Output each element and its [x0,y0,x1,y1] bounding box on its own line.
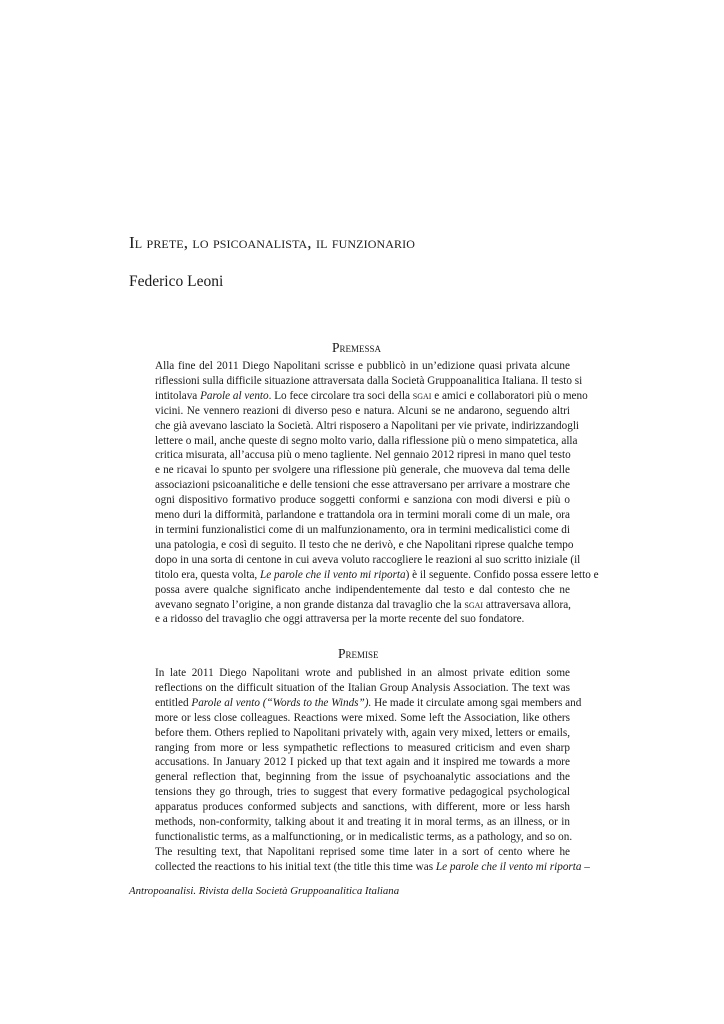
text-segment: The resulting text, that Napolitani reprised some time later in a sort of cento where he [155,845,570,858]
text-segment: collected the reactions to his initial text (the title this time was [155,860,436,873]
text-segment: – [581,860,590,873]
text-segment: una patologia, e così di seguito. Il testo che ne derivò, e che Napolitani riprese qualche tempo [155,538,574,551]
text-segment: riflessioni sulla difficile situazione attraversata dalla Società Gruppoanalitica Italiana. Il testo si [155,374,583,387]
text-line [155,463,570,478]
text-line [155,508,570,523]
text-line [155,404,570,419]
text-line [155,860,590,875]
text-line [155,711,570,726]
text-segment: ogni dispositivo formativo produce soggetti conformi e sanziona con modi diversi e più o [155,494,570,507]
text-segment: vicini. Ne vennero reazioni di diverso peso e natura. Alcuni se ne andarono, seguendo altri [155,404,570,417]
text-segment: attraversava allora, [483,598,571,611]
author-name: Federico Leoni [129,273,224,290]
text-segment: e ne ricavai lo spunto per svolgere una riflessione più generale, che muoveva dal tema delle [155,464,570,477]
text-line [155,568,599,583]
text-line [155,359,570,374]
text-line [155,770,570,785]
text-line [155,830,573,845]
text-line [155,448,570,463]
text-segment: before them. Others replied to Napolitani privately with, again very mixed, letters or emails, [155,726,570,739]
text-segment: tensions they go through, tries to suggest that every formative pedagogical psychological [155,786,570,799]
text-segment: Parole al vento (“Words to the Winds”). [191,696,372,709]
section-heading-premessa: Premessa [332,340,382,355]
text-line [155,523,570,538]
text-segment: e amici e collaboratori più o meno [431,389,588,402]
text-segment: intitolava [155,389,201,402]
text-segment: e a ridosso del travaglio che oggi attraversa per la morte recente del suo fondatore. [155,613,525,626]
text-segment: Le parole che il vento mi riporta [435,860,582,873]
text-segment: accusations. In January 2012 I picked up that text again and it inspired me towards a more [155,756,570,769]
text-line [155,478,570,493]
text-line [155,741,570,756]
text-line [155,815,570,830]
text-line [155,493,570,508]
text-line [155,553,581,568]
journal-footer: Antropoanalisi. Rivista della Società Gruppoanalitica Italiana [129,885,400,897]
text-segment: sgai [412,389,432,402]
text-line [155,389,588,404]
text-line [155,419,580,434]
text-line [155,785,570,800]
text-segment: in termini funzionalistici come di un malfunzionamento, ora in termini medicalistici come di [155,523,570,536]
text-segment: entitled [155,696,192,709]
text-line [155,434,578,449]
text-segment: sgai [464,598,484,611]
text-segment: lettere o mail, anche queste di segno molto vario, dalla riflessione più o meno simpatetica, alla [155,434,578,447]
text-segment: dopo in una sorta di centone in cui aveva voluto raccogliere le reazioni al suo scritto iniziale (il [155,553,581,566]
text-line [155,696,582,711]
text-segment: apparatus produces conformed subjects and sanctions, with different, more or less harsh [155,801,570,814]
text-line [155,583,570,598]
text-segment: ranging from more or less sympathetic reflections to measured criticism and even sharp [155,741,570,754]
article-title: Il prete, lo psicoanalista, il funzionario [129,233,415,252]
text-segment: In late 2011 Diego Napolitani wrote and published in an almost private edition some [155,667,570,679]
text-segment: reflections on the difficult situation of the Italian Group Analysis Association. The text was [155,681,570,694]
text-segment: avevano segnato l’origine, a non grande distanza dal travaglio che la [155,598,465,611]
text-line [155,755,570,770]
text-segment: methods, non-conformity, talking about it and treating it in moral terms, as an illness, or in [155,816,570,829]
section-heading-premise: Premise [338,646,379,661]
text-line [155,726,570,741]
text-segment: Alla fine del 2011 Diego Napolitani scrisse e pubblicò in un’edizione quasi privata alcune [155,360,570,372]
text-segment: che già avevano lasciato la Società. Altri risposero a Napolitani per vie private, indirizzandogli [155,419,580,432]
text-line [155,612,570,627]
text-segment: general reflection that, beginning from the issue of psychoanalytic associations and the [155,771,570,784]
text-segment: Le parole che il vento mi riporta [260,568,406,581]
text-line [155,800,570,815]
text-segment: He made it circulate among sgai members and [371,696,582,709]
text-line [155,538,574,553]
text-segment: functionalistic terms, as a malfunctioning, or in medicalistic terms, as a pathology, and so on. [155,830,573,843]
text-line [155,374,583,389]
premessa-body [155,359,599,627]
text-segment: possa avere qualche significato anche indipendentemente dal testo e dal contesto che ne [155,583,570,596]
text-segment: more or less close colleagues. Reactions were mixed. Some left the Association, like others [155,711,570,724]
text-segment: critica misurata, all’accusa più o meno tagliente. Nel gennaio 2012 ripresi in mano quel testo [155,449,571,462]
text-segment: associazioni psicoanalitiche e delle tensioni che esse attraversano per arrivare a mostrare che [155,479,570,492]
text-line [155,666,570,681]
text-segment: . Lo fece circolare tra soci della [268,389,413,402]
text-line [155,681,570,696]
text-segment: Parole al vento [200,389,269,402]
premise-body [155,666,590,875]
text-line [155,598,570,613]
text-segment: ) è il seguente. Confido possa essere letto e [405,568,599,581]
text-segment: titolo era, questa volta, [155,568,261,581]
text-segment: meno duri la difformità, parlandone e trattandola ora in termini morali come di un male, ora [155,509,570,522]
text-line [155,845,570,860]
